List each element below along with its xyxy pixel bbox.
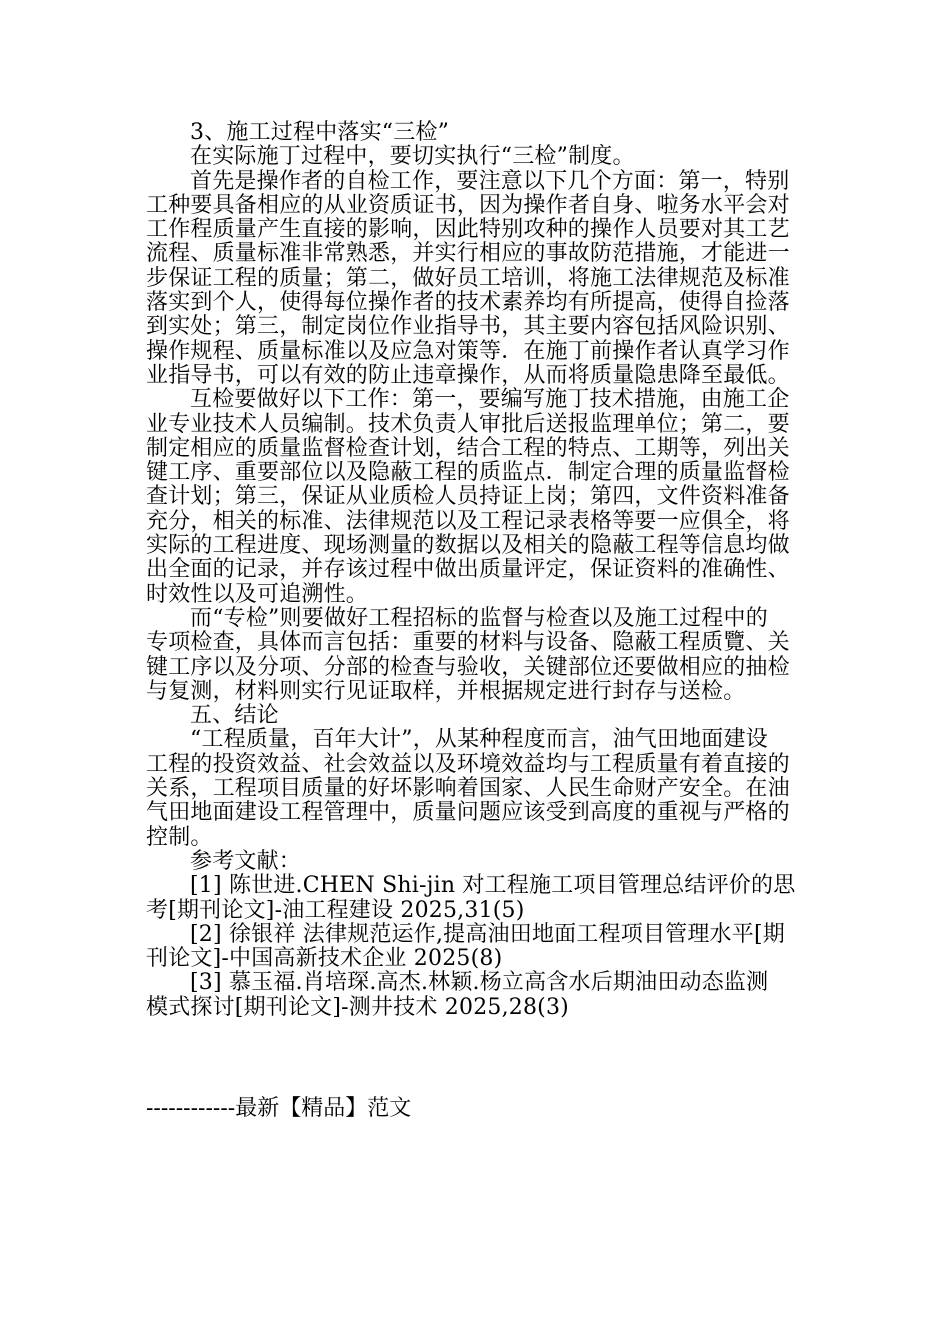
text-line: 控制。	[146, 824, 213, 850]
text-line: 键工序以及分项、分部的检查与验收，关键部位还要做相应的抽检	[146, 654, 790, 680]
text-line: 业指导书，可以有效的防止违章操作，从而将质量隐患降至最低。	[146, 362, 790, 388]
text-line: 首先是操作者的自检工作，要注意以下几个方面：第一，特别	[190, 168, 790, 194]
page-footer: ------------最新【精品】范文	[146, 1096, 412, 1121]
text-line: 时效性以及可追溯性。	[146, 581, 369, 607]
document-body	[146, 121, 802, 1020]
text-line: 流程、质量标准非常熟悉，并实行相应的事故防范措施，才能进一	[146, 241, 790, 267]
text-line: 参考文献：	[190, 848, 302, 874]
text-line: 而“专检”则要做好工程招标的监督与检查以及施工过程中的	[190, 605, 768, 631]
text-line: [3] 慕玉福.肖培琛.高杰.林颖.杨立高含水后期油田动态监测	[190, 970, 769, 996]
text-line: 气田地面建设工程管理中，质量问题应该受到高度的重视与严格的	[146, 800, 790, 826]
text-line: 操作规程、质量标准以及应急对策等．在施丁前操作者认真学习作	[146, 338, 790, 364]
text-line: [1] 陈世进.CHEN Shi-jin 对工程施工项目管理总结评价的思	[190, 873, 796, 899]
text-line: 步保证工程的质量；第二，做好员工培训，将施工法律规范及标准	[146, 265, 790, 291]
text-line: 工作程质量产生直接的影响，因此特别攻种的操作人员要对其工艺	[146, 217, 790, 243]
text-line: 业专业技术人员编制。技术负责人审批后送报监理单位；第二，要	[146, 411, 790, 437]
text-line: 制定相应的质量监督检查计划，结合工程的特点、工期等，列出关	[146, 435, 790, 461]
text-line: 五、结论	[190, 703, 279, 729]
text-line: [2] 徐银祥 法律规范运作,提高油田地面工程项目管理水平[期	[190, 921, 785, 947]
text-line: 充分，相关的标准、法律规范以及工程记录表格等要一应俱全，将	[146, 508, 790, 534]
text-line: 工种要具备相应的从业资质证书，因为操作者自身、啦务水平会对	[146, 192, 790, 218]
text-line: 考[期刊论文]-油工程建设 2025,31(5)	[146, 897, 525, 923]
text-line: 互检要做好以下工作：第一，要编写施丁技术措施，由施工企	[190, 387, 790, 413]
text-line: 到实处；第三，制定岗位作业指导书，其主要内容包括风险识别、	[146, 314, 790, 340]
text-line: 关系，工程项目质量的好坏影响着国家、人民生命财产安全。在油	[146, 776, 790, 802]
text-line: 出全面的记录，并存该过程中做出质量评定，保证资料的准确性、	[146, 557, 790, 583]
text-line: 实际的工程进度、现场测量的数据以及相关的隐蔽工程等信息均做	[146, 533, 790, 559]
text-line: 键工序、重要部位以及隐蔽工程的质监点．制定合理的质量监督检	[146, 460, 790, 486]
text-line: 专项检查，具体而言包括：重要的材料与设备、隐蔽工程质覽、关	[146, 630, 790, 656]
text-line: 落实到个人，使得每位操作者的技术素养均有所提高，使得自捡落	[146, 290, 790, 316]
text-line: 刊论文]-中国高新技术企业 2025(8)	[146, 946, 503, 972]
text-line: 查计划；第三，保证从业质检人员持证上岗；第四，文件资料准备	[146, 484, 790, 510]
text-line: “工程质量，百年大计”，从某种程度而言，油气田地面建设	[190, 727, 768, 753]
text-line: 与复测，材料则实行见证取样，并根据规定进行封存与送检。	[146, 678, 746, 704]
text-line: 模式探讨[期刊论文]-测井技术 2025,28(3)	[146, 994, 569, 1020]
text-line: 3、施工过程中落实“三检”	[190, 120, 450, 145]
text-line: 在实际施丁过程中，要切实执行“三检”制度。	[190, 144, 635, 170]
text-line: 工程的投资效益、社会效益以及环境效益均与工程质量有着直接的	[146, 751, 790, 777]
